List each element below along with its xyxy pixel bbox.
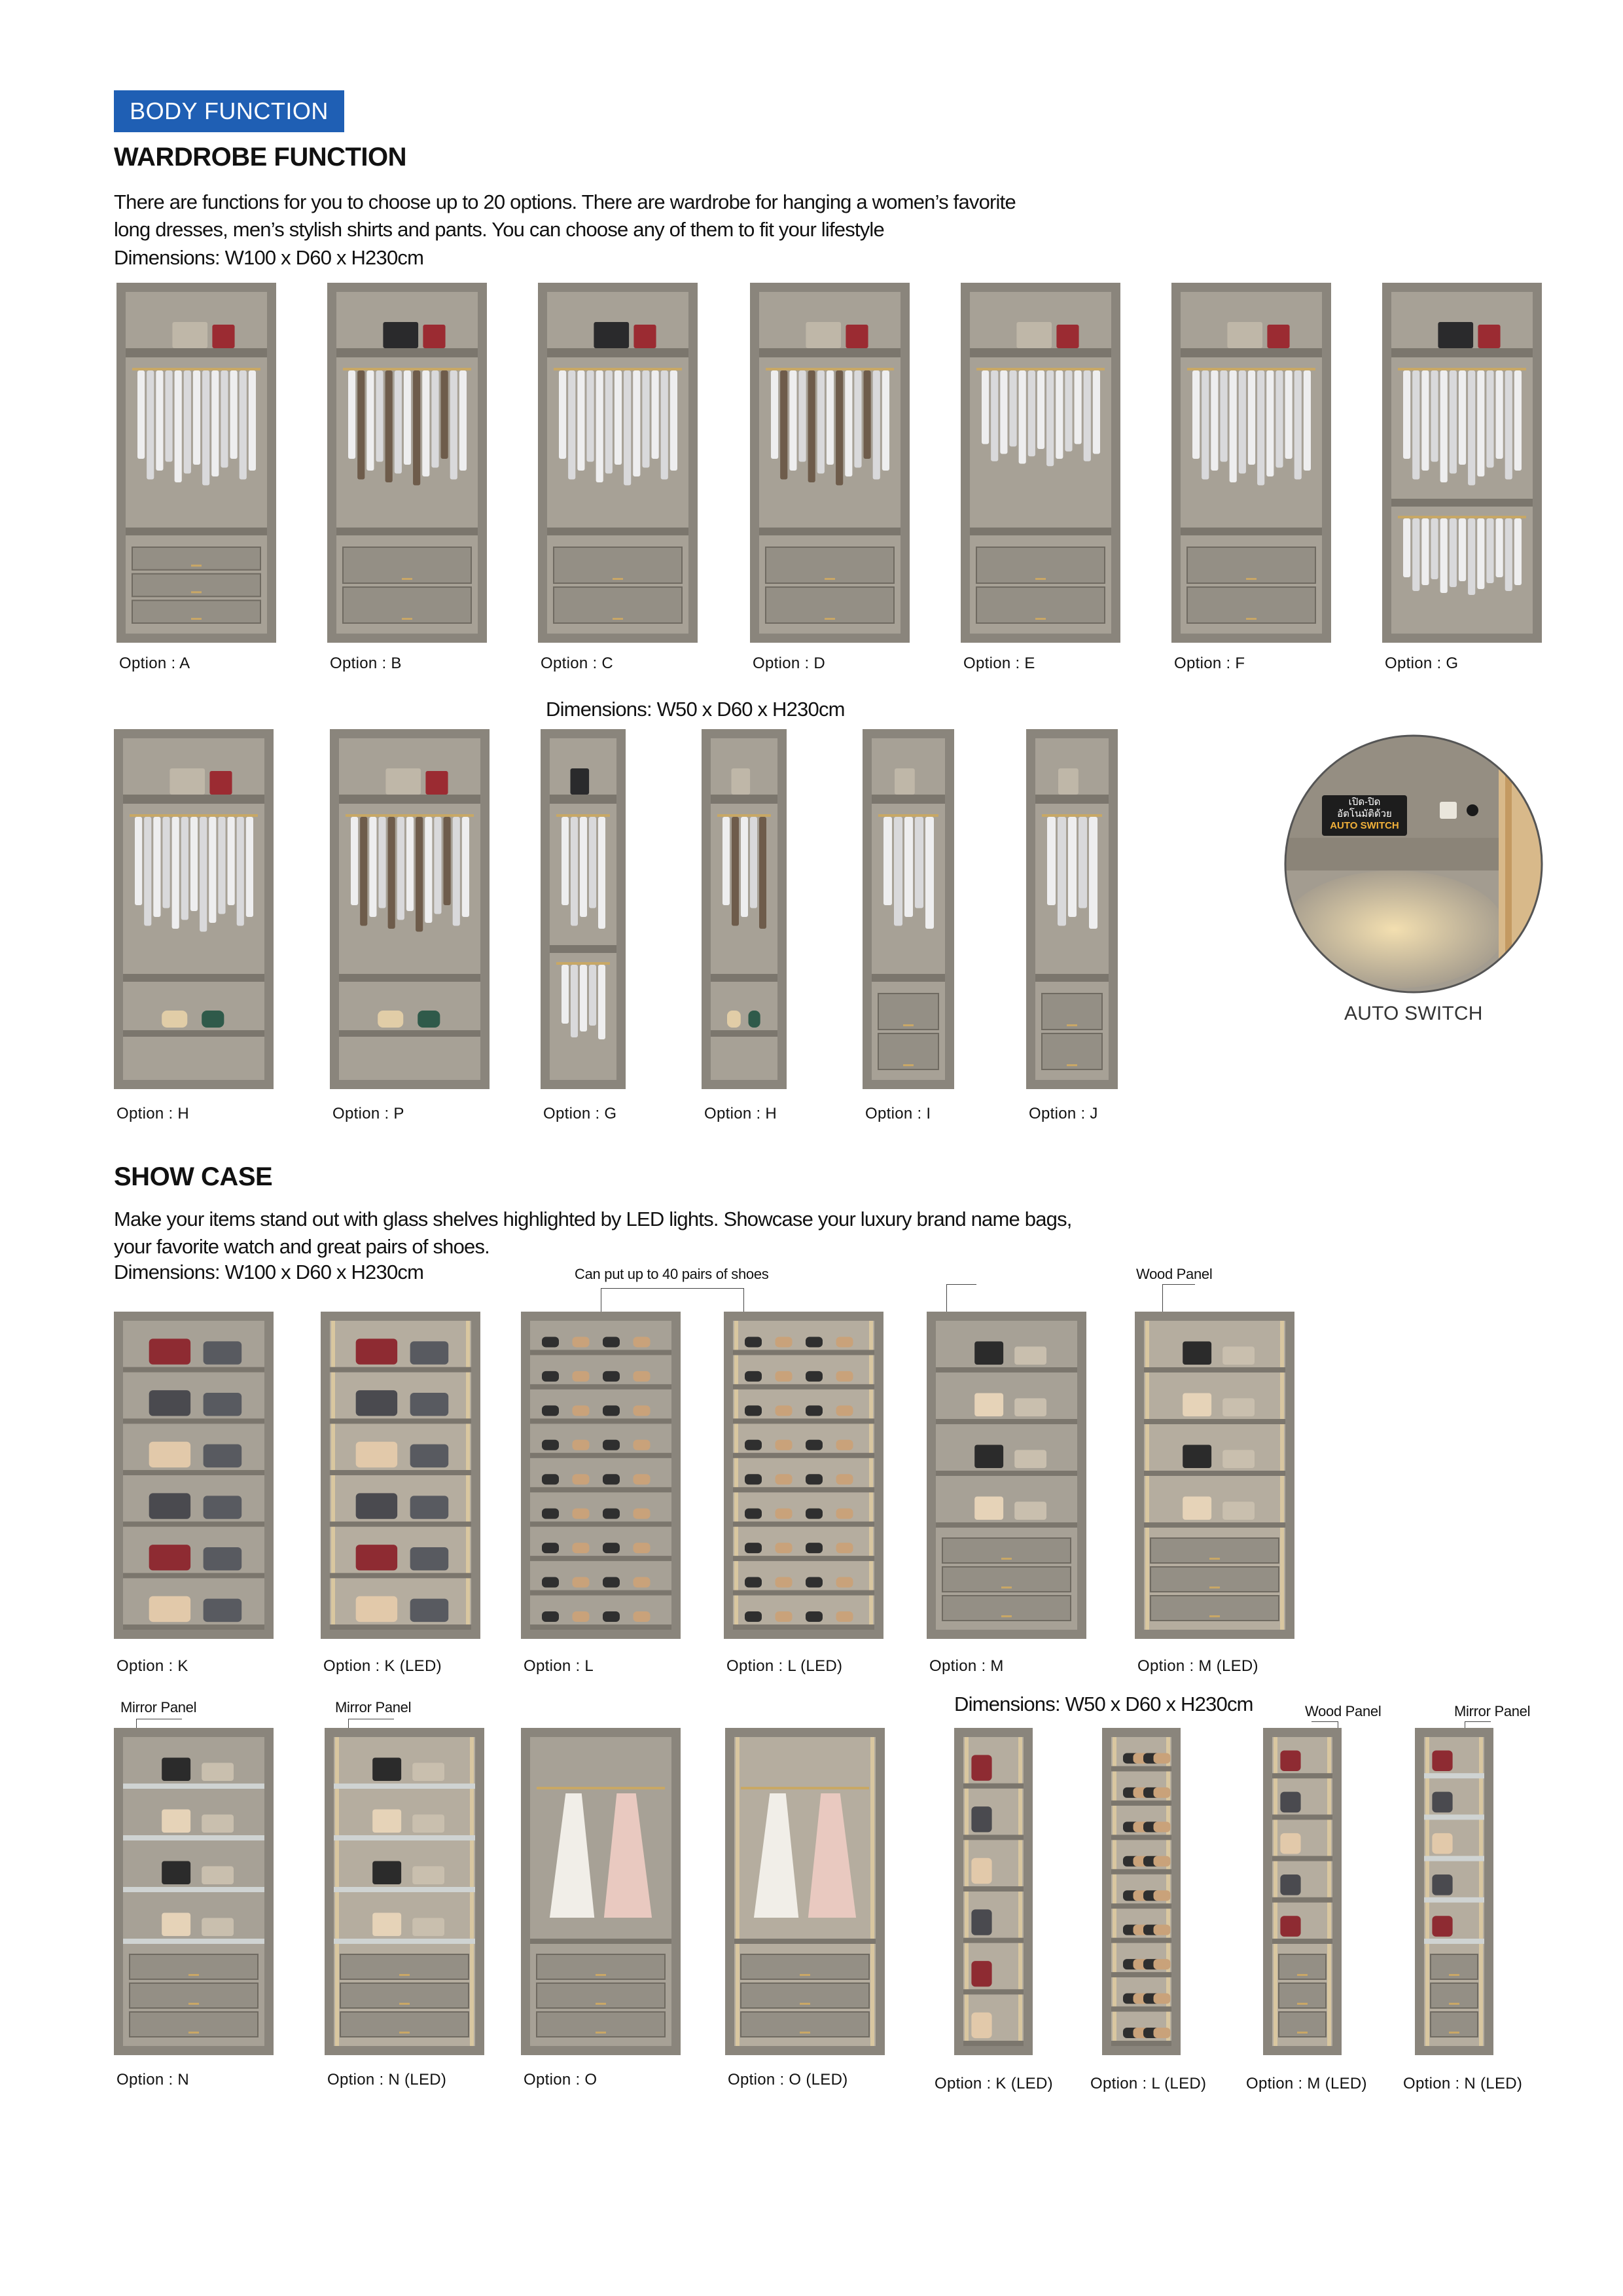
showcase-row1-option-label-5: Option : M [929,1657,1004,1675]
showcase-row2-option-label-4: Option : O (LED) [728,2071,848,2089]
showcase-description [114,1206,1226,1261]
wardrobe-row1-cabinet-7 [1382,283,1542,646]
wardrobe-row1-option-label-4: Option : D [753,655,826,672]
showcase-row2-option-label-8: Option : N (LED) [1403,2075,1523,2092]
wardrobe-row2-option-label-3: Option : G [543,1105,617,1122]
showcase-row2-cabinet-6 [1102,1728,1181,2058]
showcase-row2-cabinet-8 [1415,1728,1493,2058]
note-wood-panel: Wood Panel [1136,1266,1213,1282]
wardrobe-row2-cabinet-1 [114,729,274,1092]
wardrobe-row2-cabinet-6 [1026,729,1118,1092]
note-mirror-panel-narrow: Mirror Panel [1454,1703,1531,1719]
showcase-row1-option-label-3: Option : L [524,1657,594,1675]
wardrobe-row1-cabinet-6 [1171,283,1331,646]
wardrobe-row2-option-label-6: Option : J [1029,1105,1098,1122]
wardrobe-row1-option-label-5: Option : E [963,655,1035,672]
showcase-row1-cabinet-6 [1135,1312,1294,1642]
wardrobe-row2-option-label-5: Option : I [865,1105,931,1122]
showcase-desc-line-1: Make your items stand out with glass shelves highlighted by LED lights. Showcase your luxury brand name bags, [114,1208,1072,1230]
wardrobe-dimensions-w50: Dimensions: W50 x D60 x H230cm [546,698,845,721]
mirror-leader-narrow [1465,1721,1491,1722]
note-wood-panel-narrow: Wood Panel [1305,1703,1382,1719]
wardrobe-row1-cabinet-1 [116,283,276,646]
wardrobe-row2-option-label-4: Option : H [704,1105,777,1122]
showcase-row2-cabinet-2 [325,1728,484,2058]
switch-plate-label: AUTO SWITCH [1330,820,1399,831]
showcase-row2-option-label-3: Option : O [524,2071,597,2089]
wardrobe-row2-cabinet-4 [702,729,787,1092]
showcase-row1-cabinet-5 [927,1312,1086,1642]
wardrobe-row1-cabinet-2 [327,283,487,646]
section-badge: BODY FUNCTION [114,90,344,132]
note-mirror-panel-nled: Mirror Panel [335,1699,412,1715]
showcase-row2-cabinet-3 [521,1728,681,2058]
showcase-row1-cabinet-1 [114,1312,274,1642]
showcase-row1-cabinet-2 [321,1312,480,1642]
wardrobe-desc-line-1: There are functions for you to choose up to 20 options. There are wardrobe for hanging a women’s favorite [114,190,1016,213]
showcase-row2-option-label-5: Option : K (LED) [935,2075,1053,2092]
wardrobe-row2-cabinet-2 [330,729,490,1092]
note-shoes: Can put up to 40 pairs of shoes [575,1266,769,1282]
wardrobe-row1-option-label-3: Option : C [541,655,614,672]
showcase-row1-cabinet-4 [724,1312,883,1642]
wardrobe-row1-cabinet-3 [538,283,698,646]
showcase-row2-option-label-7: Option : M (LED) [1246,2075,1367,2092]
wardrobe-row1-option-label-1: Option : A [119,655,190,672]
wardrobe-row1-option-label-2: Option : B [330,655,402,672]
note-mirror-panel-n: Mirror Panel [120,1699,197,1715]
showcase-row2-cabinet-7 [1263,1728,1342,2058]
wardrobe-dimensions-w100: Dimensions: W100 x D60 x H230cm [114,246,424,269]
showcase-row2-cabinet-5 [954,1728,1033,2058]
wardrobe-description [114,188,1161,243]
showcase-desc-line-2: your favorite watch and great pairs of shoes. [114,1235,490,1258]
auto-switch-label: AUTO SWITCH [1344,1003,1483,1024]
showcase-row2-cabinet-4 [725,1728,885,2058]
showcase-title: SHOW CASE [114,1162,273,1191]
wardrobe-row1-cabinet-4 [750,283,910,646]
wardrobe-row2-cabinet-3 [541,729,626,1092]
showcase-row2-cabinet-1 [114,1728,274,2058]
switch-thai-line-1: เปิด-ปิด [1348,797,1381,808]
showcase-row2-option-label-2: Option : N (LED) [327,2071,447,2089]
wardrobe-row2-option-label-2: Option : P [332,1105,404,1122]
showcase-row1-cabinet-3 [521,1312,681,1642]
wood-leader-narrow [1311,1721,1338,1722]
showcase-row2-option-label-6: Option : L (LED) [1090,2075,1207,2092]
shoes-leader [601,1288,743,1289]
wood-leader-m [946,1284,976,1285]
showcase-dimensions-w100: Dimensions: W100 x D60 x H230cm [114,1261,424,1283]
switch-thai-text [1322,797,1407,832]
showcase-row1-option-label-1: Option : K [116,1657,188,1675]
wardrobe-row1-option-label-7: Option : G [1385,655,1459,672]
wardrobe-row2-cabinet-5 [863,729,954,1092]
wardrobe-row1-cabinet-5 [961,283,1120,646]
wardrobe-row1-option-label-6: Option : F [1174,655,1245,672]
showcase-row2-option-label-1: Option : N [116,2071,190,2089]
wardrobe-desc-line-2: long dresses, men’s stylish shirts and pants. You can choose any of them to fit your lifestyle [114,218,884,241]
showcase-row1-option-label-4: Option : L (LED) [726,1657,843,1675]
wood-leader-mled [1162,1284,1195,1285]
wardrobe-row2-option-label-1: Option : H [116,1105,190,1122]
wardrobe-title: WARDROBE FUNCTION [114,143,407,171]
showcase-row1-option-label-2: Option : K (LED) [323,1657,442,1675]
auto-switch-illustration-icon [1283,733,1544,995]
switch-thai-line-2: อัตโนมัติด้วย [1337,808,1392,819]
showcase-dimensions-w50: Dimensions: W50 x D60 x H230cm [954,1693,1253,1715]
showcase-row1-option-label-6: Option : M (LED) [1137,1657,1258,1675]
